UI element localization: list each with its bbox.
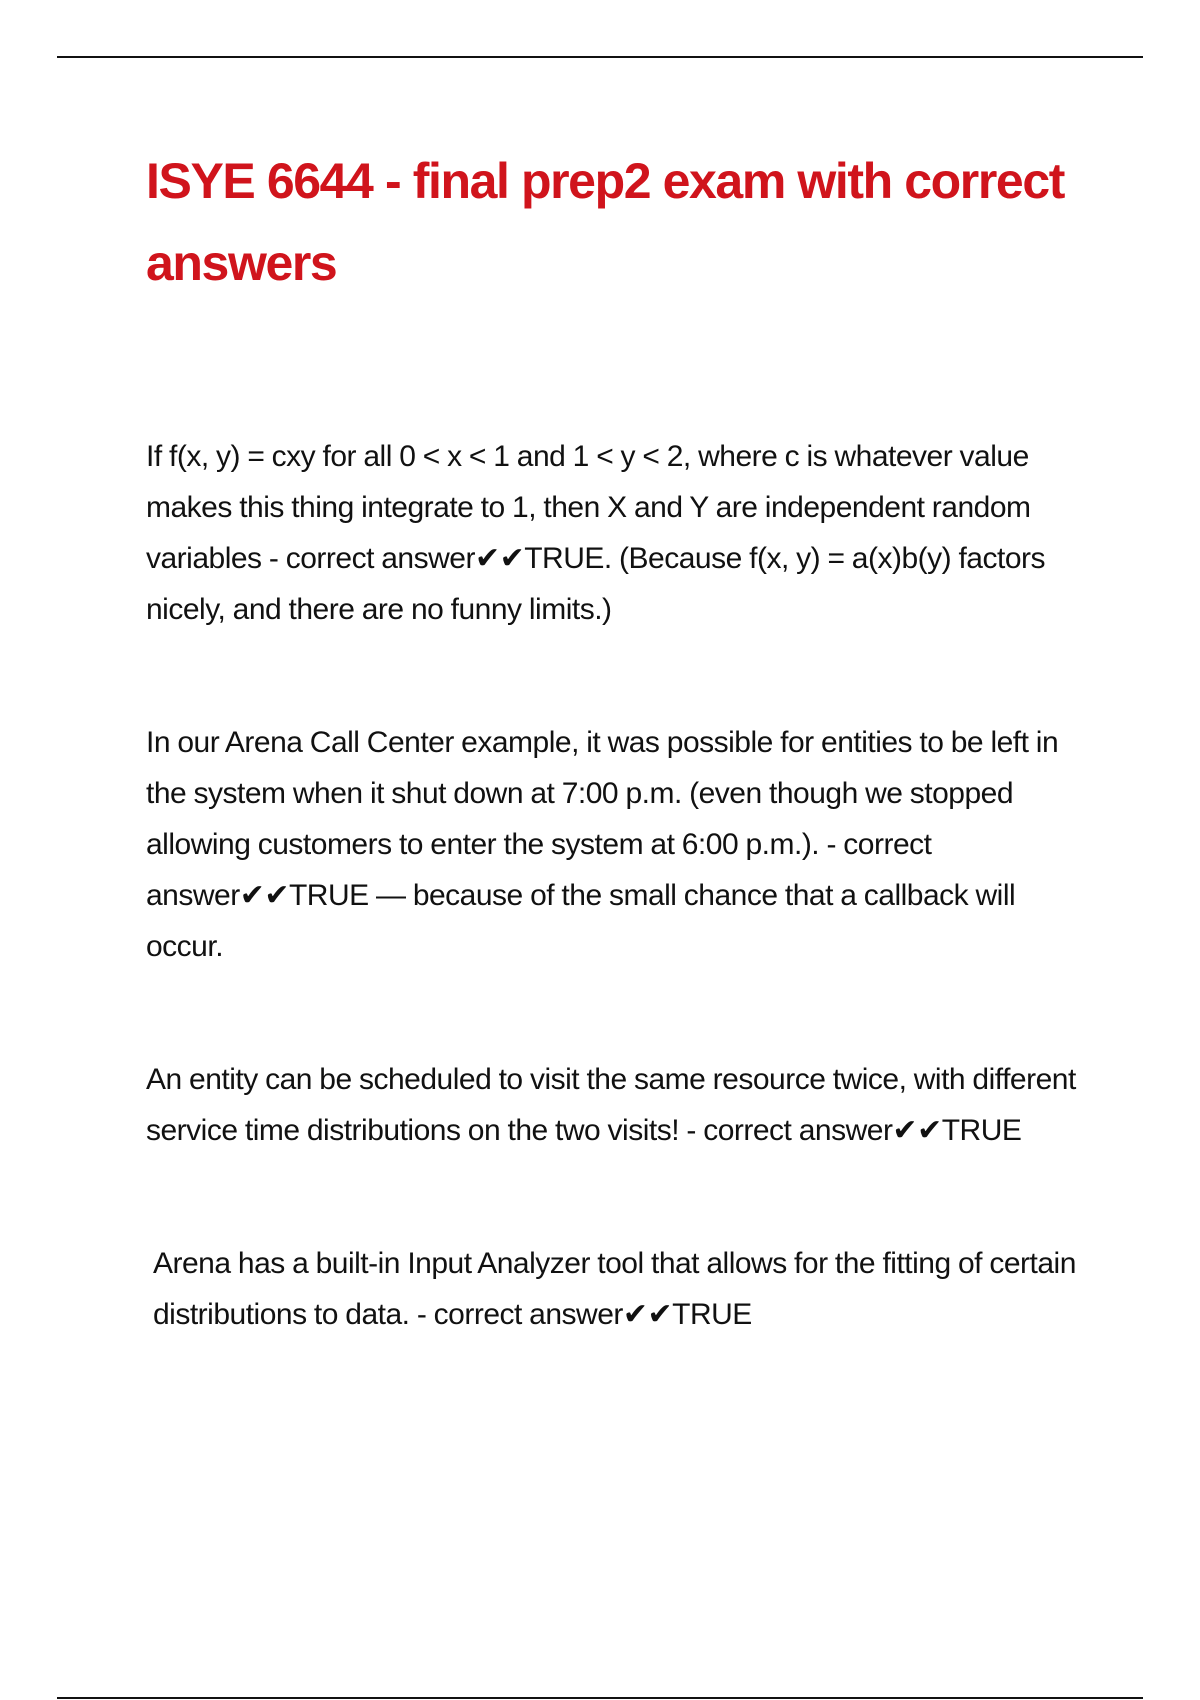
bottom-rule [57, 1697, 1143, 1699]
question-answer-3: An entity can be scheduled to visit the same resource twice, with different service time distributions on the two visits! - correct answer✔✔TRUE [146, 1063, 1076, 1147]
question-answer-2: In our Arena Call Center example, it was possible for entities to be left in the system when it shut down at 7:00 p.m. (even though we stopped allowing customers to enter the system at 6:00 p.m.). - correct answer✔✔TRUE — because of the small chance that a callback will occur. [146, 726, 1059, 963]
question-answer-4: Arena has a built-in Input Analyzer tool that allows for the fitting of certain distributions to data. - correct answer✔✔TRUE [153, 1247, 1076, 1331]
document-body [146, 140, 1096, 1340]
document-title: ISYE 6644 - final prep2 exam with correct answers [146, 153, 1064, 291]
top-rule [57, 56, 1143, 58]
question-answer-1: If f(x, y) = cxy for all 0 < x < 1 and 1 < y < 2, where c is whatever value makes this thing integrate to 1, then X and Y are independent random variables - correct answer✔✔TRUE. (Because f(x, y) = a(x)b(y) factors nicely, and there are no funny limits.) [146, 440, 1045, 626]
